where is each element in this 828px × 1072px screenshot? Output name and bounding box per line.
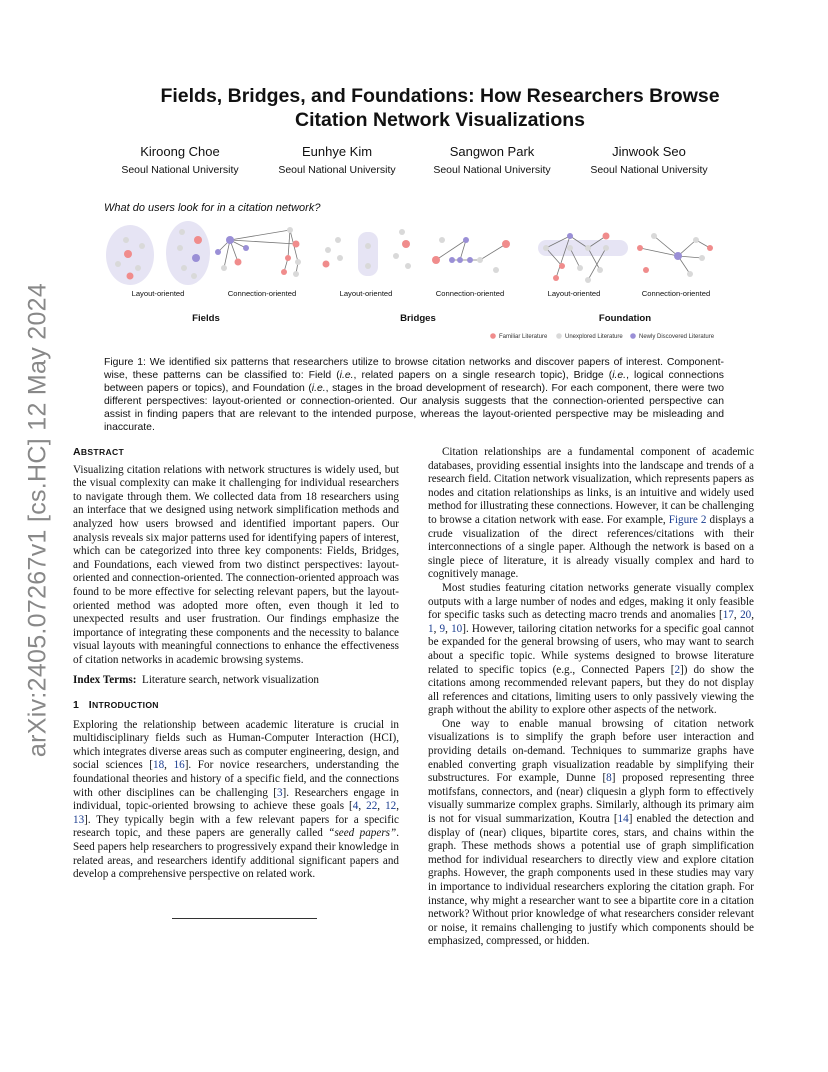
index-terms-label: Index Terms: [73, 673, 137, 686]
unexplored-node [603, 245, 609, 251]
citation-link[interactable]: 4 [352, 800, 359, 813]
panel-label: Connection-oriented [435, 289, 505, 298]
author-3 [407, 144, 577, 178]
citation-link[interactable]: 12 [385, 800, 397, 813]
familiar-node [603, 233, 610, 240]
citation-link[interactable]: 13 [73, 813, 85, 826]
unexplored-node [335, 237, 341, 243]
cluster-blob [166, 221, 210, 285]
legend [490, 333, 714, 340]
arxiv-stamp: arXiv:2405.07267v1 [cs.HC] 12 May 2024 [23, 282, 52, 758]
panel-label: Layout-oriented [131, 289, 185, 298]
familiar-node [285, 255, 291, 261]
familiar-node [127, 273, 134, 280]
author-affiliation: Seoul National University [278, 164, 396, 176]
panel-label: Connection-oriented [641, 289, 711, 298]
familiar-node [194, 236, 202, 244]
left-column [73, 446, 399, 882]
familiar-node [124, 250, 132, 258]
paragraph: Most studies featuring citation networks generate visually complex outputs with a large number of nodes and edges, making it only feasible for specific tasks such as detecting macro trends and anomalies [17, 20, 1, 9, 10]. However, tailoring citation networks for a specific goal cannot be expanded for the general browsing of users, who may want to search about a specific topic. While systems designed to browse literature related to specific topics (e.g., Connected Papers [2]) do show the citations among recommended relevant papers, but they do not display all references and citations, limiting users to only passively viewing the graph without the ability to explore other aspects of the network. [428, 581, 754, 717]
legend-swatch-unexplored [556, 333, 562, 339]
caption-ie: i.e. [339, 369, 354, 381]
author-4 [564, 144, 734, 178]
familiar-node [643, 267, 649, 273]
author-name: Jinwook Seo [612, 144, 686, 159]
familiar-node [559, 263, 565, 269]
new-node [226, 236, 234, 244]
unexplored-node [399, 229, 405, 235]
caption-text: , related papers on a single research topic), Bridge ( [353, 369, 613, 381]
author-name: Kiroong Choe [140, 144, 220, 159]
unexplored-node [139, 243, 145, 249]
title-line-2: Citation Network Visualizations [294, 109, 586, 131]
unexplored-node [687, 271, 693, 277]
citation-link[interactable]: 10 [451, 622, 463, 635]
footnote-rule [172, 918, 317, 919]
familiar-node [235, 259, 242, 266]
unexplored-node [293, 271, 299, 277]
bridge-blob [358, 232, 378, 276]
new-node [567, 233, 573, 239]
title-line-1: Fields, Bridges, and Foundations: How Researchers Browse [160, 85, 720, 107]
familiar-node [432, 256, 440, 264]
panel-fields-layout [106, 221, 210, 285]
unexplored-node [123, 237, 129, 243]
author-name: Eunhye Kim [301, 144, 373, 159]
panel-label: Layout-oriented [547, 289, 601, 298]
familiar-node [707, 245, 713, 251]
group-label: Fields [192, 313, 220, 324]
new-node [467, 257, 473, 263]
unexplored-node [585, 245, 591, 251]
legend-label: Familiar Literature [499, 334, 548, 340]
legend-label: Unexplored Literature [565, 334, 623, 340]
caption-text: , stages in the broad development of research). For each component, there were two different perspectives: layout-oriented or connection-oriented. Our analysis suggests that the connection-oriented perspective can assist in finding papers that are relevant to the intended purpose, whereas the layout-oriented perspective may be misleading and inaccurate. [104, 382, 724, 433]
unexplored-node [543, 245, 549, 251]
unexplored-node [699, 255, 705, 261]
figure-caption [104, 357, 724, 434]
citation-link[interactable]: 8 [606, 772, 612, 785]
new-node [674, 252, 682, 260]
figure-2-link[interactable]: Figure 2 [668, 513, 707, 526]
author-name: Sangwon Park [449, 144, 535, 159]
paragraph: Citation relationships are a fundamental component of academic databases, providing essential insights into the landscape and trends of a research field. Citation network visualization, which represents papers as nodes and citation relationships as links, is an intuitive and widely used method for illustrating these connections. However, it can be challenging to browse a citation network with ease. For example, Figure 2 displays a crude visualization of the direct references/citations with their interconnections of a single paper. Although the network is based on a single piece of literature, it is already visually complex and hard to cognitively manage. [428, 446, 754, 581]
right-column [428, 446, 754, 949]
figure-question: What do users look for in a citation network? [104, 202, 321, 214]
unexplored-node [585, 277, 591, 283]
familiar-node [402, 240, 410, 248]
citation-link[interactable]: 22 [366, 800, 378, 813]
abstract-heading: ABSTRACT [73, 446, 125, 458]
index-terms-value: Literature search, network visualization [142, 673, 319, 686]
unexplored-node [365, 243, 371, 249]
intro-paragraph: Exploring the relationship between academic literature is crucial in multidisciplinary fields such as Human-Computer Interaction (HCI), which integrates diverse areas such as computer engineering, design, and social sciences [18, 16]. For novice researchers, understanding the foundational theories and history of a specific field, and the connections with other disciplines can be challenging [3]. Researchers engage in individual, topic-oriented browsing to achieve these goals [4, 22, 12, 13]. They typically begin with a few relevant papers for a specific research topic, and these papers are generally called “seed papers”. Seed papers help researchers to progressively expand their knowledge in related areas, and researchers identify additional significant papers and develop a comprehensive perspective on related work. [73, 718, 399, 881]
new-node [192, 254, 200, 262]
citation-link[interactable]: 18 [153, 759, 165, 772]
group-label: Bridges [400, 313, 436, 324]
caption-text: Figure 1: We identified six patterns that researchers utilize to browse citation networks and discover papers of interest. Component-wise, these patterns can be classified to: Field ( [104, 357, 724, 381]
unexplored-node [651, 233, 657, 239]
familiar-node [553, 275, 559, 281]
unexplored-node [295, 259, 301, 265]
citation-link[interactable]: 14 [617, 813, 629, 826]
citation-link[interactable]: 9 [439, 622, 446, 635]
author-affiliation: Seoul National University [590, 164, 708, 176]
familiar-node [281, 269, 287, 275]
author-1 [95, 144, 265, 178]
unexplored-node [577, 265, 583, 271]
unexplored-node [179, 229, 185, 235]
new-node [463, 237, 469, 243]
panel-bridges-connection [432, 237, 510, 273]
panel-bridges-layout [323, 229, 412, 276]
familiar-node [323, 261, 330, 268]
new-node [449, 257, 455, 263]
group-label: Foundation [598, 313, 652, 324]
legend-swatch-familiar [490, 333, 496, 339]
intro-heading: 1 INTRODUCTION [73, 699, 159, 712]
unexplored-node [365, 263, 371, 269]
paper-title [90, 84, 790, 132]
teaser-figure [100, 218, 730, 348]
unexplored-node [393, 253, 399, 259]
unexplored-node [181, 265, 187, 271]
author-affiliation: Seoul National University [433, 164, 551, 176]
familiar-node [502, 240, 510, 248]
index-terms [73, 674, 399, 688]
unexplored-node [177, 245, 183, 251]
abstract-text: Visualizing citation relations with network structures is widely used, but the visual complexity can make it challenging for individual researchers to navigate through them. We collected data from 18 researchers using an interface that we designed using network simplification methods and analyzed how users browsed and identified important papers. Our analysis reveals six major patterns used for identifying papers of interest, which can be categorized into three key components: Fields, Bridges, and Foundations, each viewed from two distinct perspectives: layout-oriented and connection-oriented. The connection-oriented approach was found to be more effective for selecting relevant papers, but the layout-oriented method was adopted more often, even though it led to unexpected results and user frustration. Our findings emphasize the importance of integrating these components and the necessity to balance visual layouts with meaningful connections to enhance the effectiveness of citation networks in academic browsing systems. [73, 463, 399, 666]
new-node [457, 257, 463, 263]
caption-ie: i.e. [612, 369, 627, 381]
unexplored-node [337, 255, 343, 261]
citation-link[interactable]: 16 [173, 759, 185, 772]
unexplored-node [693, 237, 699, 243]
paragraph: One way to enable manual browsing of citation network visualizations is to simplify the graph before user interaction and providing details on-demand. Techniques to summarize graphs have enabled converting graph visualization readable by simplifying their substructures. For example, Dunne [8] proposed representing three motifsfans, connectors, and (near) cliquesin a glyph form to effectively visually summarize complex graphs. Similarly, although its primary aim is not for visual summarization, Koutra [14] enabled the detection and display of (near) cliques, bipartite cores, stars, and chains within the graph. These methods shows a potential use of graph simplification method for individual researchers to directly view and explore citation graphs. However, the graph components used in these studies may vary in importance to individual researchers exploring the citation graph. For instance, why might a researcher want to see a bipartite core in a citation network? Without prior knowledge of what researchers consider relevant or noise, it remains challenging to justify which components should be emphasized, compressed, or hidden. [428, 717, 755, 948]
panel-fields-connection [215, 227, 301, 277]
unexplored-node [439, 237, 445, 243]
unexplored-node [325, 247, 331, 253]
citation-link[interactable]: 2 [674, 663, 681, 676]
panel-label: Connection-oriented [227, 289, 297, 298]
familiar-node [637, 245, 643, 251]
unexplored-node [287, 227, 293, 233]
new-node [215, 249, 221, 255]
familiar-node [293, 241, 300, 248]
unexplored-node [221, 265, 227, 271]
unexplored-node [115, 261, 121, 267]
author-2 [252, 144, 422, 178]
unexplored-node [567, 245, 573, 251]
unexplored-node [405, 263, 411, 269]
panel-label: Layout-oriented [339, 289, 393, 298]
author-affiliation: Seoul National University [121, 164, 239, 176]
citation-link[interactable]: 20 [740, 609, 752, 622]
unexplored-node [191, 273, 197, 279]
legend-swatch-new [630, 333, 636, 339]
unexplored-node [477, 257, 483, 263]
new-node [243, 245, 249, 251]
citation-link[interactable]: 17 [722, 609, 734, 622]
unexplored-node [493, 267, 499, 273]
caption-ie: i.e. [311, 382, 326, 394]
unexplored-node [135, 265, 141, 271]
panel-foundation-connection [637, 233, 713, 277]
unexplored-node [597, 267, 603, 273]
citation-link[interactable]: 1 [428, 622, 434, 635]
legend-label: Newly Discovered Literature [639, 334, 715, 340]
panel-foundation-layout [538, 233, 628, 284]
citation-link[interactable]: 3 [276, 786, 283, 799]
caption-text: , logical connections between papers or topics), and Foundation ( [104, 369, 724, 394]
